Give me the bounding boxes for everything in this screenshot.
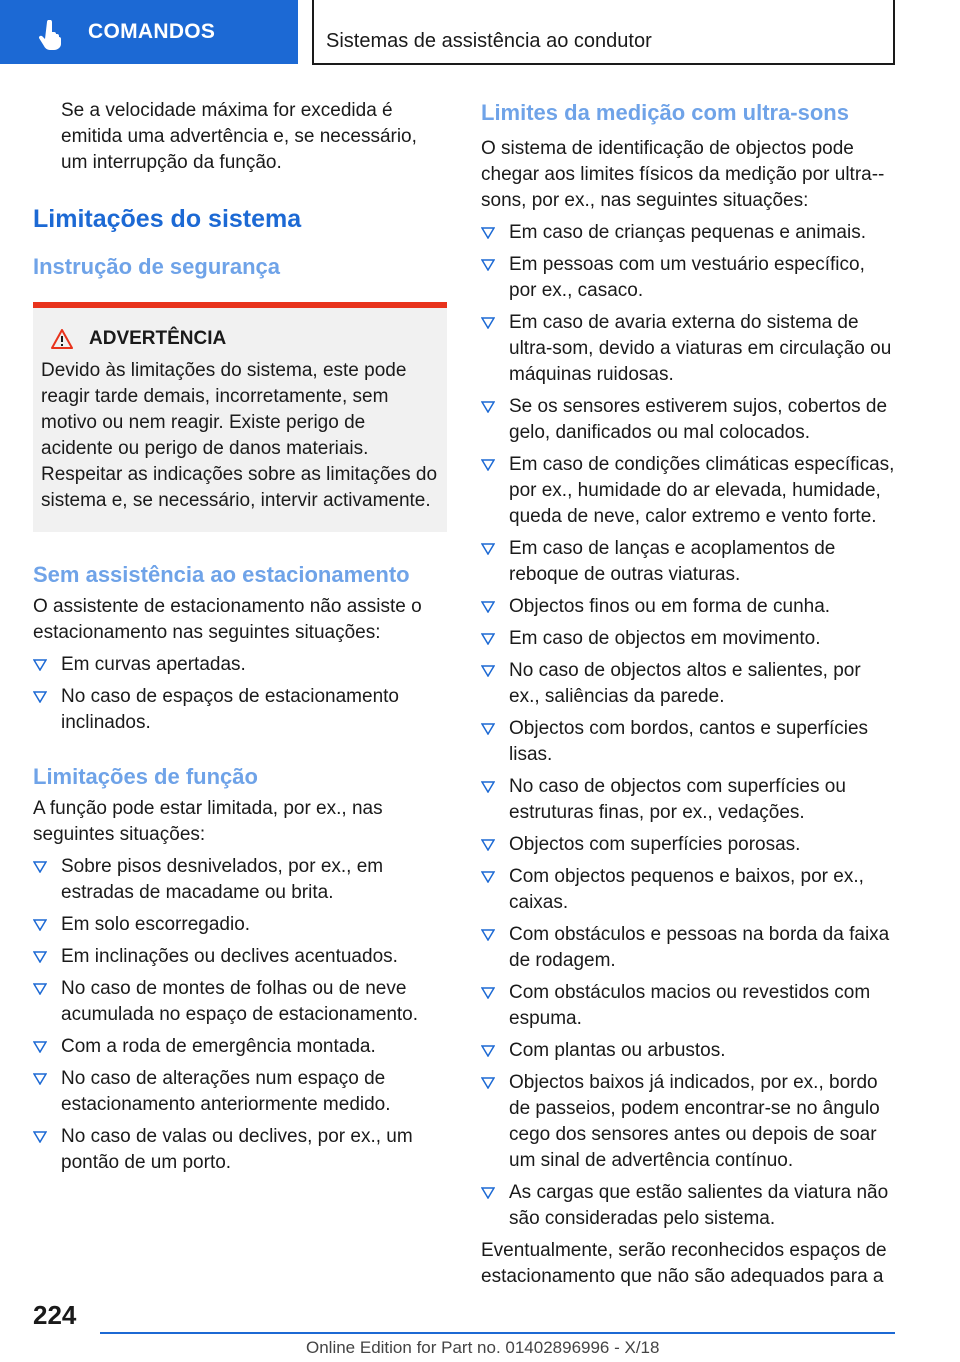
triangle-bullet-icon bbox=[481, 987, 495, 999]
list-item-text: Objectos baixos já indicados, por ex., bordo de passeios, podem encontrar-se no ângulo cego dos sensores antes ou depois de soar um sinal de advertência contínuo. bbox=[509, 1072, 880, 1171]
list-item-text: Em solo escorregadio. bbox=[61, 914, 251, 935]
list-item-text: No caso de objectos altos e salientes, por ex., saliências da parede. bbox=[509, 660, 861, 707]
list-item-text: Com plantas ou arbustos. bbox=[509, 1040, 726, 1061]
triangle-bullet-icon bbox=[481, 633, 495, 645]
list-item-text: Em curvas apertadas. bbox=[61, 654, 246, 675]
triangle-bullet-icon bbox=[481, 227, 495, 239]
intro-paragraph: Se a velocidade máxima for excedida é emitida uma advertência e, se necessário, um interrupção da função. bbox=[61, 100, 417, 173]
triangle-bullet-icon bbox=[481, 1077, 495, 1089]
list-item-text: Se os sensores estiverem sujos, cobertos de gelo, danificados ou mal colocados. bbox=[509, 396, 888, 443]
heading-safety-instruction: Instrução de segurança bbox=[33, 254, 280, 279]
list-item bbox=[481, 310, 895, 388]
triangle-bullet-icon bbox=[481, 839, 495, 851]
triangle-bullet-icon bbox=[33, 983, 47, 995]
triangle-bullet-icon bbox=[481, 259, 495, 271]
warning-triangle-icon bbox=[51, 329, 73, 349]
triangle-bullet-icon bbox=[33, 861, 47, 873]
list-item bbox=[33, 684, 447, 736]
warning-title-text: ADVERTÊNCIA bbox=[89, 328, 227, 349]
list-item bbox=[481, 658, 895, 710]
left-column bbox=[33, 98, 447, 1182]
triangle-bullet-icon bbox=[33, 919, 47, 931]
right-column bbox=[481, 98, 895, 1290]
list-item bbox=[481, 452, 895, 530]
list-item-text: No caso de valas ou declives, por ex., um pontão de um porto. bbox=[61, 1126, 413, 1173]
list-item bbox=[481, 864, 895, 916]
footer-rule bbox=[100, 1332, 895, 1334]
list-item bbox=[481, 1070, 895, 1174]
list-item bbox=[33, 1066, 447, 1118]
triangle-bullet-icon bbox=[481, 929, 495, 941]
warning-title bbox=[51, 326, 439, 352]
list-item bbox=[481, 536, 895, 588]
header-divider-left bbox=[312, 0, 314, 64]
list-item bbox=[481, 774, 895, 826]
triangle-bullet-icon bbox=[481, 1045, 495, 1057]
list-item-text: Objectos finos ou em forma de cunha. bbox=[509, 596, 831, 617]
heading-system-limits: Limitações do sistema bbox=[33, 205, 302, 233]
list-item-text: Em caso de crianças pequenas e animais. bbox=[509, 222, 866, 243]
list-item bbox=[481, 832, 895, 858]
list-item bbox=[481, 626, 895, 652]
list-item-text: Objectos com bordos, cantos e superfícies lisas. bbox=[509, 718, 869, 765]
list-item bbox=[33, 854, 447, 906]
triangle-bullet-icon bbox=[33, 1041, 47, 1053]
list-item-text: Em caso de condições climáticas específicas, por ex., humidade do ar elevada, humidade, queda de neve, calor extremo e vento forte. bbox=[509, 454, 895, 527]
list-item-text: Com objectos pequenos e baixos, por ex., caixas. bbox=[509, 866, 864, 913]
warning-text: Devido às limitações do sistema, este pode reagir tarde demais, incorretamente, sem motivo ou nem reagir. Existe perigo de acidente ou perigo de danos materiais. Respeitar as indicações sobre as limitações do sistema e, se necessário, intervir activamente. bbox=[41, 360, 438, 511]
triangle-bullet-icon bbox=[481, 459, 495, 471]
triangle-bullet-icon bbox=[481, 543, 495, 555]
triangle-bullet-icon bbox=[33, 1131, 47, 1143]
list-item bbox=[481, 1180, 895, 1232]
list-item bbox=[481, 1038, 895, 1064]
list-item-text: No caso de alterações num espaço de estacionamento anteriormente medido. bbox=[61, 1068, 391, 1115]
triangle-bullet-icon bbox=[33, 659, 47, 671]
list-item-text: Com obstáculos macios ou revestidos com espuma. bbox=[509, 982, 871, 1029]
list-item bbox=[33, 1034, 447, 1060]
list-item bbox=[33, 912, 447, 938]
triangle-bullet-icon bbox=[481, 317, 495, 329]
no-parking-assist-list bbox=[33, 652, 447, 736]
closing-paragraph: Eventualmente, serão reconhecidos espaços de estacionamento que não são adequados para a bbox=[481, 1240, 887, 1287]
list-item bbox=[33, 976, 447, 1028]
triangle-bullet-icon bbox=[481, 601, 495, 613]
triangle-bullet-icon bbox=[481, 781, 495, 793]
list-item bbox=[33, 944, 447, 970]
list-item bbox=[481, 980, 895, 1032]
ultrasonic-lead: O sistema de identificação de objectos pode chegar aos limites físicos da medição por ultra--sons, por ex., nas seguintes situações: bbox=[481, 138, 885, 211]
list-item-text: Em caso de lanças e acoplamentos de reboque de outras viaturas. bbox=[509, 538, 836, 585]
triangle-bullet-icon bbox=[33, 691, 47, 703]
list-item bbox=[481, 252, 895, 304]
section-title: Sistemas de assistência ao condutor bbox=[326, 30, 652, 52]
list-item-text: Em pessoas com um vestuário específico, por ex., casaco. bbox=[509, 254, 865, 301]
list-item-text: No caso de objectos com superfícies ou estruturas finas, por ex., vedações. bbox=[509, 776, 846, 823]
heading-no-parking-assist: Sem assistência ao estacionamento bbox=[33, 562, 410, 587]
list-item-text: Em caso de objectos em movimento. bbox=[509, 628, 821, 649]
list-item bbox=[481, 594, 895, 620]
list-item-text: Sobre pisos desnivelados, por ex., em estradas de macadame ou brita. bbox=[61, 856, 384, 903]
heading-function-limits: Limitações de função bbox=[33, 764, 258, 789]
triangle-bullet-icon bbox=[33, 951, 47, 963]
footer-edition: Online Edition for Part no. 01402896996 - X/18 bbox=[306, 1338, 660, 1357]
list-item-text: Com a roda de emergência montada. bbox=[61, 1036, 376, 1057]
list-item-text: As cargas que estão salientes da viatura não são consideradas pelo sistema. bbox=[509, 1182, 889, 1229]
triangle-bullet-icon bbox=[481, 665, 495, 677]
triangle-bullet-icon bbox=[33, 1073, 47, 1085]
no-parking-assist-lead: O assistente de estacionamento não assiste o estacionamento nas seguintes situações: bbox=[33, 596, 422, 643]
list-item-text: No caso de montes de folhas ou de neve acumulada no espaço de estacionamento. bbox=[61, 978, 419, 1025]
list-item-text: Com obstáculos e pessoas na borda da faixa de rodagem. bbox=[509, 924, 890, 971]
triangle-bullet-icon bbox=[481, 871, 495, 883]
list-item-text: Em inclinações ou declives acentuados. bbox=[61, 946, 398, 967]
chapter-tab bbox=[0, 0, 298, 64]
hand-pointer-icon bbox=[38, 20, 64, 50]
triangle-bullet-icon bbox=[481, 723, 495, 735]
ultrasonic-list bbox=[481, 220, 895, 1232]
list-item-text: No caso de espaços de estacionamento inclinados. bbox=[61, 686, 399, 733]
list-item bbox=[481, 922, 895, 974]
header-divider-right bbox=[893, 0, 895, 64]
list-item-text: Objectos com superfícies porosas. bbox=[509, 834, 801, 855]
heading-ultrasonic-limits: Limites da medição com ultra-sons bbox=[481, 100, 849, 125]
list-item bbox=[481, 220, 895, 246]
warning-box bbox=[33, 302, 447, 532]
function-limits-lead: A função pode estar limitada, por ex., nas seguintes situações: bbox=[33, 798, 383, 845]
chapter-tab-label: COMANDOS bbox=[88, 20, 216, 43]
list-item bbox=[33, 652, 447, 678]
page-number: 224 bbox=[33, 1300, 77, 1330]
triangle-bullet-icon bbox=[481, 1187, 495, 1199]
function-limits-list bbox=[33, 854, 447, 1176]
list-item bbox=[33, 1124, 447, 1176]
list-item bbox=[481, 716, 895, 768]
list-item bbox=[481, 394, 895, 446]
list-item-text: Em caso de avaria externa do sistema de ultra-som, devido a viaturas em circulação ou máquinas ruidosas. bbox=[509, 312, 892, 385]
triangle-bullet-icon bbox=[481, 401, 495, 413]
